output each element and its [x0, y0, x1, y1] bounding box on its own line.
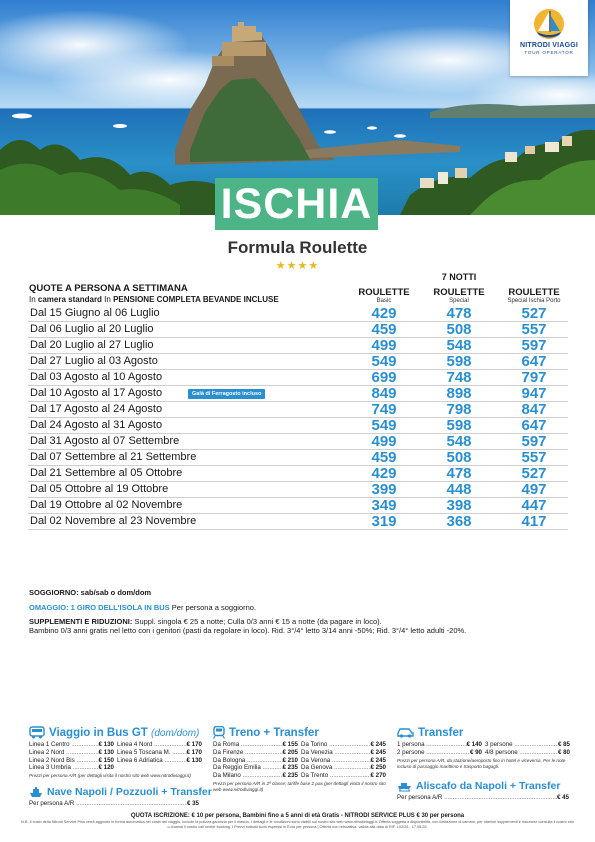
aliscafo-price: Per persona A/R ..... € 45 [397, 794, 569, 802]
price-basic: 429 [371, 305, 397, 322]
treno-price-list: Da Roma ..... € 155 Da Torino ..... € 245 Da Firenze ..... € 205 Da Venezia ..... € 245 Da Bologna ..... € 210 Da Verona ..... € 245 Da Reggio Emilia ..... € 235 Da Genova ..... € 250 Da Milano ..... € 235 Da Trento ..... € 270 [213, 741, 391, 780]
price-basic: 549 [371, 353, 397, 370]
row-period: Dal 17 Agosto al 24 Agosto [30, 403, 163, 415]
table-row [28, 338, 568, 354]
price-basic: 749 [371, 401, 397, 418]
table-row [28, 354, 568, 370]
price-special: 508 [446, 321, 472, 338]
hydrofoil-icon [397, 781, 412, 792]
table-row [28, 322, 568, 338]
nave-section [29, 784, 212, 808]
price-basic: 549 [371, 417, 397, 434]
price-special: 478 [446, 465, 472, 482]
transfer-section [397, 725, 569, 770]
soggiorno-info: SOGGIORNO: sab/sab o dom/dom [29, 588, 152, 597]
price-special-porto: 497 [521, 481, 547, 498]
price-special: 548 [446, 337, 472, 354]
table-header-left [29, 283, 279, 304]
sailboat-logo-icon [529, 8, 569, 40]
fine-print: N.B. Il costo della Nitrodi Service Plus verrà aggiunto in forma automatica nel costo del viaggio, include la polizza garanzia per il rilascio. I dettagli e le condizioni sono visibili sul nostro sito web www.nitrodiviaggi.it. Offerta soggetta a disponibilità, con limitazione di camere, per ulteriori supplementi e riduzione consulta il nostro sito o chiama il nostro call center booking. I Prezzi indicati sono espressi in Euro per persona | Offerta non retroattiva, valida alla data di RIF. 102/25 - 17.06.25. [21, 820, 574, 830]
price-special-porto: 797 [521, 369, 547, 386]
price-special: 898 [446, 385, 472, 402]
price-basic: 319 [371, 513, 397, 530]
price-basic: 429 [371, 465, 397, 482]
table-header-sub: In camera standard In PENSIONE COMPLETA BEVANDE INCLUSE [29, 295, 279, 304]
price-special: 448 [446, 481, 472, 498]
price-special: 548 [446, 433, 472, 450]
price-special-porto: 447 [521, 497, 547, 514]
table-row [28, 450, 568, 466]
transfer-price-list: 1 persona ..... € 140 3 persone ..... € 85 2 persone ..... € 90 4/8 persone ..... € 80 [397, 741, 569, 757]
transfer-title: Transfer [397, 725, 569, 741]
row-period: Dal 03 Agosto al 10 Agosto [30, 371, 163, 383]
price-special-porto: 417 [521, 513, 547, 530]
table-row [28, 498, 568, 514]
price-basic: 399 [371, 481, 397, 498]
table-row [28, 482, 568, 498]
row-period: Dal 27 Luglio al 03 Agosto [30, 355, 158, 367]
treno-note: Prezzi per persona A/R in 2ª classe; tariffe base 2 pax (per dettagli visita il nostro sito web www.nitrodiviaggi.it) [213, 780, 386, 792]
table-row [28, 386, 568, 402]
price-basic: 459 [371, 449, 397, 466]
row-period: Dal 15 Giugno al 06 Luglio [30, 307, 160, 319]
bus-price-list: Linea 1 Centro ..... € 130 Linea 4 Nord ..... € 170 Linea 2 Nord ..... € 130 Linea 5 Toscana M. ..... € 170 Linea 2 Nord Bis ..... € 150 Linea 6 Adriatica ..... € 130 Linea 3 Umbria ..... € 120 [29, 741, 207, 772]
page-title: ISCHIA [215, 178, 378, 230]
table-header-title: QUOTE A PERSONA A SETTIMANA [29, 283, 188, 294]
quota-iscrizione: QUOTA ISCRIZIONE: € 10 per persona, Bambini fino a 5 anni di età Gratis - NITRODI SERVICE PLUS € 30 per persona [130, 813, 465, 819]
price-special: 598 [446, 353, 472, 370]
nave-title: Nave Napoli / Pozzuoli + Transfer [29, 784, 199, 800]
table-row [28, 418, 568, 434]
row-period: Dal 19 Ottobre al 02 Novembre [30, 499, 183, 511]
table-row [28, 514, 568, 530]
treno-section [213, 725, 391, 793]
price-special-porto: 597 [521, 433, 547, 450]
nave-price: Per persona A/R ..... € 35 [29, 800, 199, 808]
price-basic: 499 [371, 433, 397, 450]
logo-brand: NITRODI VIAGGI [519, 42, 579, 49]
row-period: Dal 06 Luglio al 20 Luglio [30, 323, 154, 335]
price-special: 398 [446, 497, 472, 514]
price-special-porto: 557 [521, 321, 547, 338]
price-special-porto: 527 [521, 465, 547, 482]
page-subtitle: Formula Roulette [227, 238, 368, 257]
price-special-porto: 947 [521, 385, 547, 402]
supplementi-info: SUPPLEMENTI E RIDUZIONI: Suppl. singola € 25 a notte; Culla 0/3 anni € 15 a notte (da pagare in loco). Bambino 0/3 anni gratis nel letto con i genitori (pasti da regolare in loco). Rid. 3°/4° letto 3/14 anni -50%; Rid. 3°/4° letto adulti -20%. [29, 617, 467, 635]
price-basic: 459 [371, 321, 397, 338]
ship-icon [29, 787, 43, 798]
price-special: 368 [446, 513, 472, 530]
column-header-basic: ROULETTE Basic [358, 287, 410, 304]
aliscafo-title: Aliscafo da Napoli + Transfer [397, 778, 569, 794]
table-row [28, 370, 568, 386]
logo-subtitle: TOUR OPERATOR [524, 50, 574, 55]
brand-logo [510, 0, 588, 76]
price-special-porto: 847 [521, 401, 547, 418]
price-basic: 849 [371, 385, 397, 402]
star-rating: ★★★★ [275, 260, 320, 272]
price-special: 748 [446, 369, 472, 386]
row-period: Dal 07 Settembre al 21 Settembre [30, 451, 197, 463]
row-period: Dal 02 Novembre al 23 Novembre [30, 515, 197, 527]
row-period: Dal 05 Ottobre al 19 Ottobre [30, 483, 169, 495]
row-period: Dal 24 Agosto al 31 Agosto [30, 419, 163, 431]
price-basic: 349 [371, 497, 397, 514]
row-period: Dal 10 Agosto al 17 Agosto [30, 387, 163, 399]
price-special-porto: 557 [521, 449, 547, 466]
price-basic: 699 [371, 369, 397, 386]
row-period: Dal 31 Agosto al 07 Settembre [30, 435, 180, 447]
row-period: Dal 20 Luglio al 27 Luglio [30, 339, 154, 351]
bus-note: Prezzi per persona A/R (per dettagli visita il nostro sito web www.nitrodiviaggi.it) [29, 773, 191, 779]
ferragosto-badge: Galà di Ferragosto incluso [188, 389, 265, 399]
table-row [28, 434, 568, 450]
omaggio-info: OMAGGIO: 1 GIRO DELL'ISOLA IN BUS Per persona a soggiorno. [29, 603, 257, 612]
treno-title: Treno + Transfer [213, 725, 391, 741]
price-special: 598 [446, 417, 472, 434]
table-row [28, 306, 568, 322]
train-icon [213, 726, 225, 739]
price-special-porto: 597 [521, 337, 547, 354]
bus-title: Viaggio in Bus GT (dom/dom) [29, 725, 207, 741]
bus-icon [29, 726, 45, 739]
price-table [28, 306, 568, 530]
price-special: 508 [446, 449, 472, 466]
bus-section [29, 725, 207, 779]
table-row [28, 466, 568, 482]
car-icon [397, 727, 414, 738]
table-row [28, 402, 568, 418]
price-special-porto: 527 [521, 305, 547, 322]
price-special-porto: 647 [521, 353, 547, 370]
price-special: 798 [446, 401, 472, 418]
price-special: 478 [446, 305, 472, 322]
column-header-special: ROULETTE Special [433, 287, 485, 304]
price-special-porto: 647 [521, 417, 547, 434]
price-basic: 499 [371, 337, 397, 354]
aliscafo-section [397, 778, 569, 802]
transfer-note: Prezzi per persona A/R, da stazione/aeroporto fino in hotel e viceversa. Per le note incluso di passaggio marittimo e trasporto bagagli. [397, 757, 566, 769]
column-header-special-porto: ROULETTE Special Ischia Porto [507, 287, 561, 304]
row-period: Dal 21 Settembre al 05 Ottobre [30, 467, 183, 479]
nights-label: 7 NOTTI [441, 272, 477, 282]
